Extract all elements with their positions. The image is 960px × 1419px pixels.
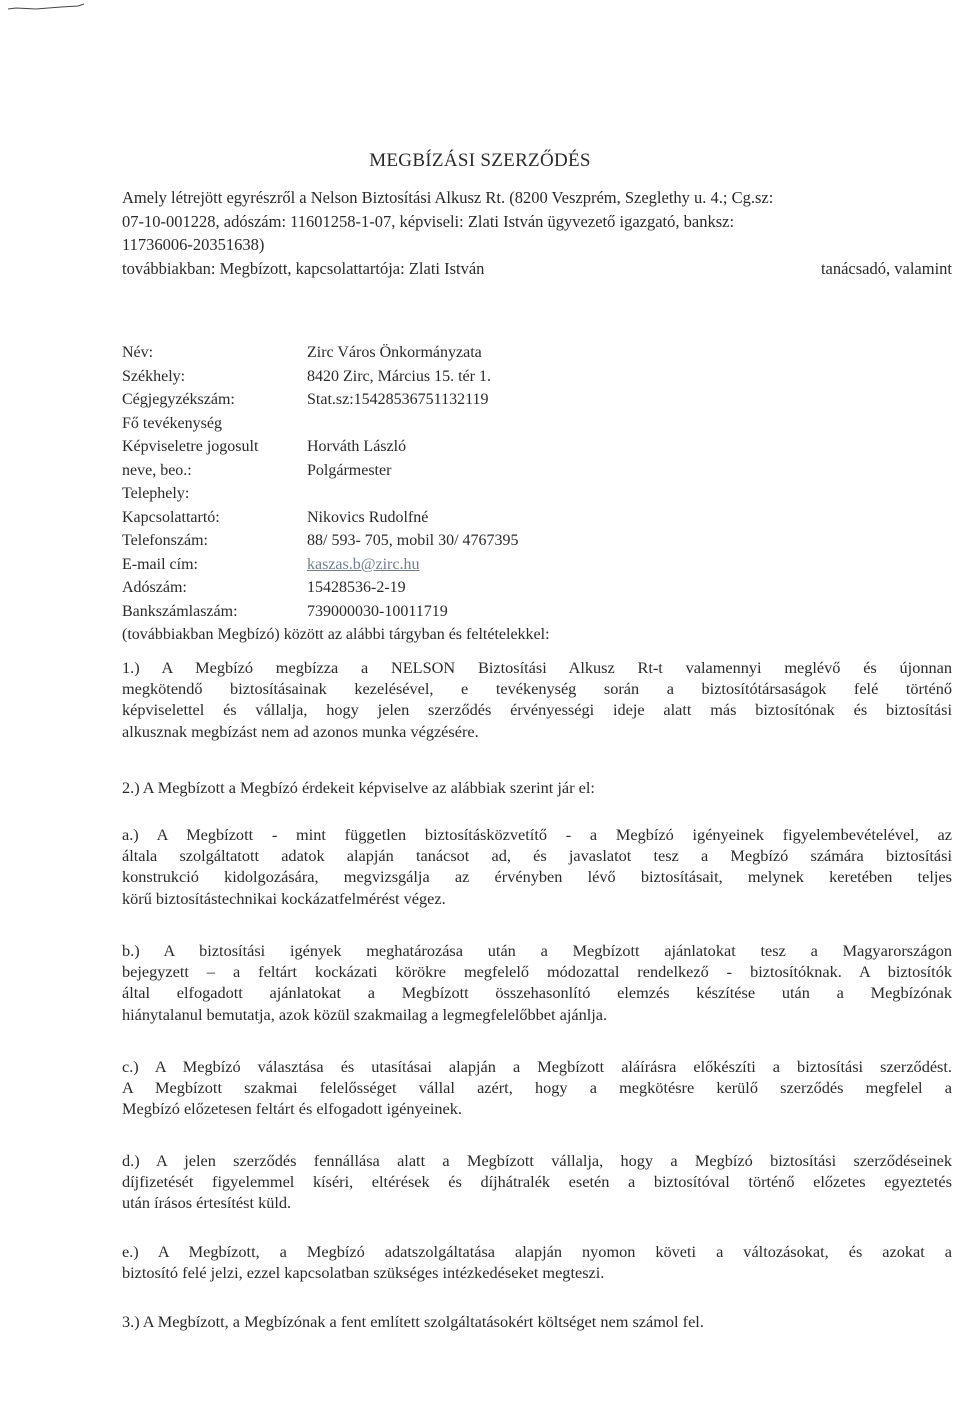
clause-2d [122,1150,952,1214]
clause-line: a.) A Megbízott - mint független biztosításközvetítő - a Megbízó igényeinek figyelembevételével, az [122,825,952,844]
clause-line: bejegyzett – a feltárt kockázati körökre megfelelő módozattal rendelkező - biztosítóknak. A biztosítók [122,962,952,982]
field-value: Zirc Város Önkormányzata [307,344,482,361]
field-label: Név: [122,344,154,361]
field-value: Polgármester [307,461,392,479]
clause-line: alkusznak megbízást nem ad azonos munka végzésére. [122,721,479,741]
field-label: Székhely: [122,367,186,385]
intro-line: 11736006-20351638) [122,235,265,254]
field-label: Fő tevékenység [122,414,222,432]
field-label: E-mail cím: [122,555,198,573]
intro-paragraph [122,186,952,280]
clause-line: díjfizetését figyelemmel kíséri, eltérések és díjhátralék esetén a biztosítóval történő előzetes egyeztetés [122,1172,952,1192]
clause-2e [122,1241,952,1283]
clause-3 [122,1311,952,1332]
intro-line-left: továbbiakban: Megbízott, kapcsolattartója: Zlati István [122,258,485,278]
field-row-email [122,553,822,577]
clause-line: 3.) A Megbízott, a Megbízónak a fent említett szolgáltatásokért költséget nem számol fel. [122,1312,704,1331]
clause-2b [122,940,952,1025]
field-label: Képviseletre jogosult [122,438,259,455]
clause-line: általa szolgáltatott adatok alapján tanácsot ad, és javaslatot tesz a Megbízó számára biztosítási [122,846,952,866]
clause-2c [122,1056,952,1120]
clause-line: után írásos értesítést küld. [122,1193,292,1213]
clause-line: 1.) A Megbízó megbízza a NELSON Biztosítási Alkusz Rt-t valamennyi meglévő és újonnan [122,658,952,677]
client-details [122,341,822,647]
field-row-name [122,341,822,365]
field-label: Telefonszám: [122,532,208,549]
clause-line: konstrukció kidolgozására, megvizsgálja az érvényben lévő biztosításait, melynek keretében teljes [122,867,952,887]
field-label: neve, beo.: [122,461,192,479]
clause-line: Megbízó előzetesen feltárt és elfogadott igényeinek. [122,1099,462,1119]
clause-line: körű biztosítástechnikai kockázatfelmérést végez. [122,888,446,908]
fields-closing: (továbbiakban Megbízó) között az alábbi tárgyban és feltételekkel: [122,626,550,643]
field-value: Stat.sz:15428536751132119 [307,391,489,408]
clause-line: által elfogadott ajánlatokat a Megbízott összehasonlító elemzés készítése után a Megbízónak [122,983,952,1003]
field-label: Telephely: [122,485,190,502]
field-row-bank-account [122,600,822,624]
clause-2 [122,777,952,798]
field-value: 8420 Zirc, Március 15. tér 1. [307,367,491,385]
clause-line: d.) A jelen szerződés fennállása alatt a Megbízott vállalja, hogy a Megbízó biztosítási szerződéseinek [122,1151,952,1170]
field-label: Kapcsolattartó: [122,508,220,526]
email-link[interactable]: kaszas.b@zirc.hu [307,555,420,573]
field-row-phone [122,529,822,553]
field-row-position [122,459,822,483]
field-label: Cégjegyzékszám: [122,391,235,408]
clause-line: A Megbízott szakmai felelősséget vállal azért, hogy a megkötésre kerülő szerződés megfelel a [122,1078,952,1098]
clause-line: biztosító felé jelzi, ezzel kapcsolatban szükséges intézkedéseket megteszi. [122,1263,605,1283]
scan-artifact-mark [6,2,86,12]
field-value: 739000030-10011719 [307,602,448,620]
field-row-tax-number [122,576,822,600]
clause-1 [122,657,952,742]
clause-line: képviselettel és vállalja, hogy jelen szerződés érvényességi ideje alatt más biztosítónak és biztosítási [122,700,952,720]
intro-line [122,257,952,281]
field-row-activity [122,412,822,436]
field-value: Nikovics Rudolfné [307,508,429,526]
clause-line: hiánytalanul bemutatja, azok közül szakmailag a legmegfelelőbbet ajánlja. [122,1004,608,1024]
intro-line-right: tanácsadó, valamint [820,258,952,278]
clause-line: 2.) A Megbízott a Megbízó érdekeit képviselve az alábbiak szerint jár el: [122,778,595,797]
clause-line: megkötendő biztosításainak kezelésével, e tevékenység során a biztosítótársaságok felé történő [122,679,952,699]
clause-line: e.) A Megbízott, a Megbízó adatszolgáltatása alapján nyomon követi a változásokat, és azokat a [122,1242,952,1261]
clause-2a [122,824,952,909]
clause-line: b.) A biztosítási igények meghatározása után a Megbízott ajánlatokat tesz a Magyarországon [122,941,952,960]
field-value: 88/ 593- 705, mobil 30/ 4767395 [307,532,519,549]
field-value: Horváth László [307,438,407,455]
field-row-representative [122,435,822,459]
field-row-seat [122,365,822,389]
intro-line: 07-10-001228, adószám: 11601258-1-07, képviseli: Zlati István ügyvezető igazgató, banksz: [122,211,735,231]
clause-line: c.) A Megbízó választása és utasításai alapján a Megbízott aláírásra előkészíti a biztosítási szerződést. [122,1057,952,1076]
document-title: MEGBÍZÁSI SZERZŐDÉS [369,150,591,171]
field-row-registration [122,388,822,412]
field-label: Bankszámlaszám: [122,602,238,620]
intro-line: Amely létrejött egyrészről a Nelson Biztosítási Alkusz Rt. (8200 Veszprém, Szeglethy u. 4.; Cg.sz: [122,188,774,207]
field-row-contact [122,506,822,530]
field-value: 15428536-2-19 [307,579,406,596]
field-row-site [122,482,822,506]
field-label: Adószám: [122,579,187,596]
